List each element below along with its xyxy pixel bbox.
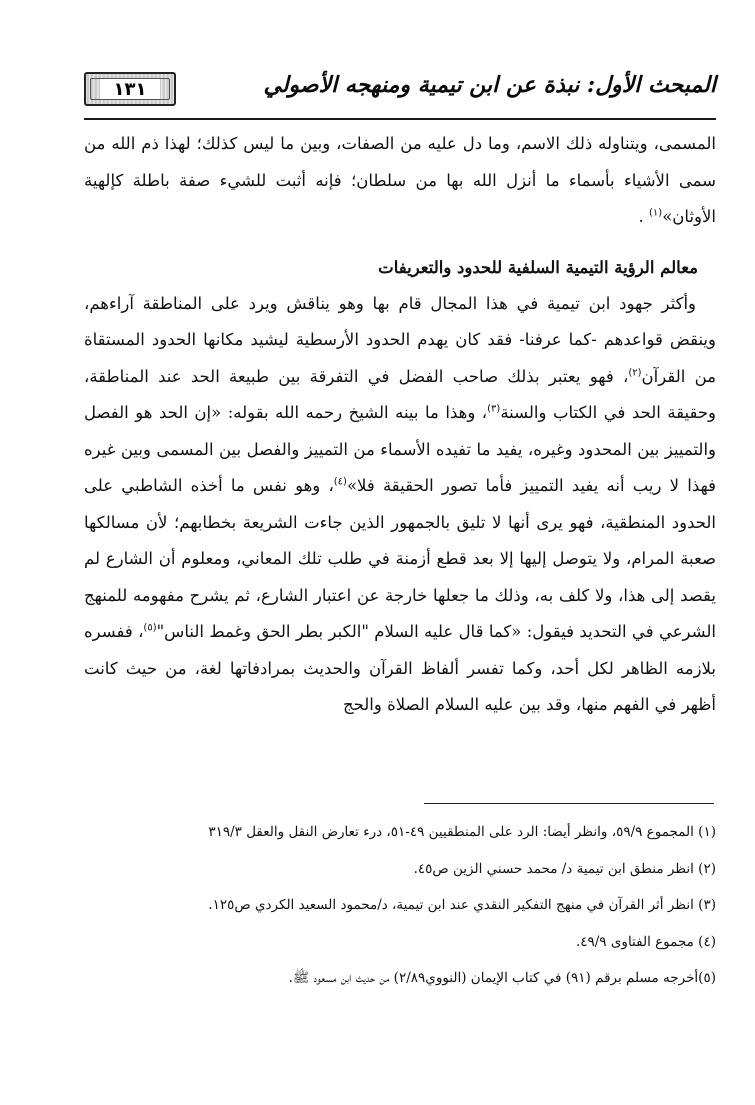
section-heading: معالم الرؤية التيمية السلفية للحدود والتعريفات bbox=[378, 257, 698, 277]
paragraph-1-end: . bbox=[638, 207, 644, 226]
paragraph-2 bbox=[84, 286, 716, 724]
paragraph-2-part-d: ، وهو نفس ما أخذه الشاطبي على الحدود المنطقية، فهو يرى أنها لا تليق بالجمهور الذين جاءت الشريعة بخطابهم؛ لأن مسالكها صعبة المرام، ولا يتوصل إليها إلا بعد قطع أزمنة في طلب تلك المعاني، ومعلوم أن الشارع لم يقصد إلى هذا، ولا كلف به، وذلك ما جعلها خارجة عن اعتبار الشارع، ثم يشرح مفهومه للمنهج الشرعي في التحديد فيقول: «كما قال عليه السلام "الكبر بطر الحق وغمط الناس" bbox=[84, 476, 716, 641]
footnote-ref-5: (٥) bbox=[143, 622, 157, 634]
footnote-ref-2: (٢) bbox=[628, 367, 642, 378]
footnote-ref-3: (٣) bbox=[487, 403, 501, 415]
running-title: المبحث الأول: نبذة عن ابن تيمية ومنهجه الأصولي bbox=[263, 72, 716, 98]
footnotes bbox=[84, 814, 716, 997]
paragraph-2-part-b: ، فهو يعتبر بذلك صاحب الفضل في التفرقة بين طبيعة الحد عند المناطقة، وحقيقة الحد في الكتاب والسنة bbox=[84, 366, 716, 422]
footnote-ref-1: (١) bbox=[649, 207, 663, 219]
footnote-3: (٣) انظر أثر القرآن في منهج التفكير النقدي عند ابن تيمية، د/محمود السعيد الكردي ص١٢٥. bbox=[208, 897, 716, 913]
footnote-4: (٤) مجموع الفتاوى ٤٩/٩. bbox=[575, 933, 716, 950]
paragraph-1-text: المسمى، ويتناوله ذلك الاسم، وما دل عليه من الصفات، وبين ما ليس كذلك؛ لهذا ذم الله من سمى الأشياء بأسماء ما أنزل الله بها من سلطان؛ فإنه أثبت للشيء صفة باطلة كإلهية الأوثان» bbox=[84, 134, 716, 226]
footnote-1: (١) المجموع ٥٩/٩، وانظر أيضا: الرد على المنطقيين ٤٩-٥١، درء تعارض النقل والعقل ٣١٩/٣ bbox=[208, 824, 716, 840]
footnote-separator bbox=[424, 803, 714, 804]
body-text bbox=[84, 126, 716, 724]
page-number-frame bbox=[84, 72, 176, 106]
footnote-2: (٢) انظر منطق ابن تيمية د/ محمد حسني الزين ص٤٥. bbox=[413, 860, 716, 877]
footnote-5: (٥)أخرجه مسلم برقم (٩١) في كتاب الإيمان (النووي٢/٨٩) من حديث ابن مسعود ﷺ. bbox=[288, 970, 716, 986]
header-rule bbox=[84, 118, 716, 120]
footnote-ref-4: (٤) bbox=[333, 476, 347, 488]
page-number: ١٣١ bbox=[100, 79, 160, 99]
paragraph-1 bbox=[84, 126, 716, 236]
paragraph-2-part-c: ، وهذا ما بينه الشيخ رحمه الله بقوله: «إن الحد هو الفصل والتمييز بين المحدود وغيره، يفيد ما تفيده الأسماء من التمييز والفصل بين المسمى وبين غيره فهذا لا ريب أنه يفيد التمييز فأما تصور الحقيقة فلا» bbox=[84, 403, 716, 495]
page-header bbox=[84, 66, 716, 112]
paragraph-2-part-a: وأكثر جهود ابن تيمية في هذا المجال قام بها وهو يناقش ويرد على المناطقة آراءهم، وينقض قواعدهم -كما عرفنا- فقد كان يهدم الحدود الأرسطية ليشيد مكانها الحدود المستقاة من القرآن bbox=[84, 293, 716, 386]
paragraph-2-part-e: ، ففسره بلازمه الظاهر لكل أحد، وكما تفسر ألفاظ القرآن والحديث بمرادفاتها لغة، من حيث كانت أظهر في الفهم منها، وقد بين عليه السلام الصلاة والحج bbox=[84, 622, 716, 714]
